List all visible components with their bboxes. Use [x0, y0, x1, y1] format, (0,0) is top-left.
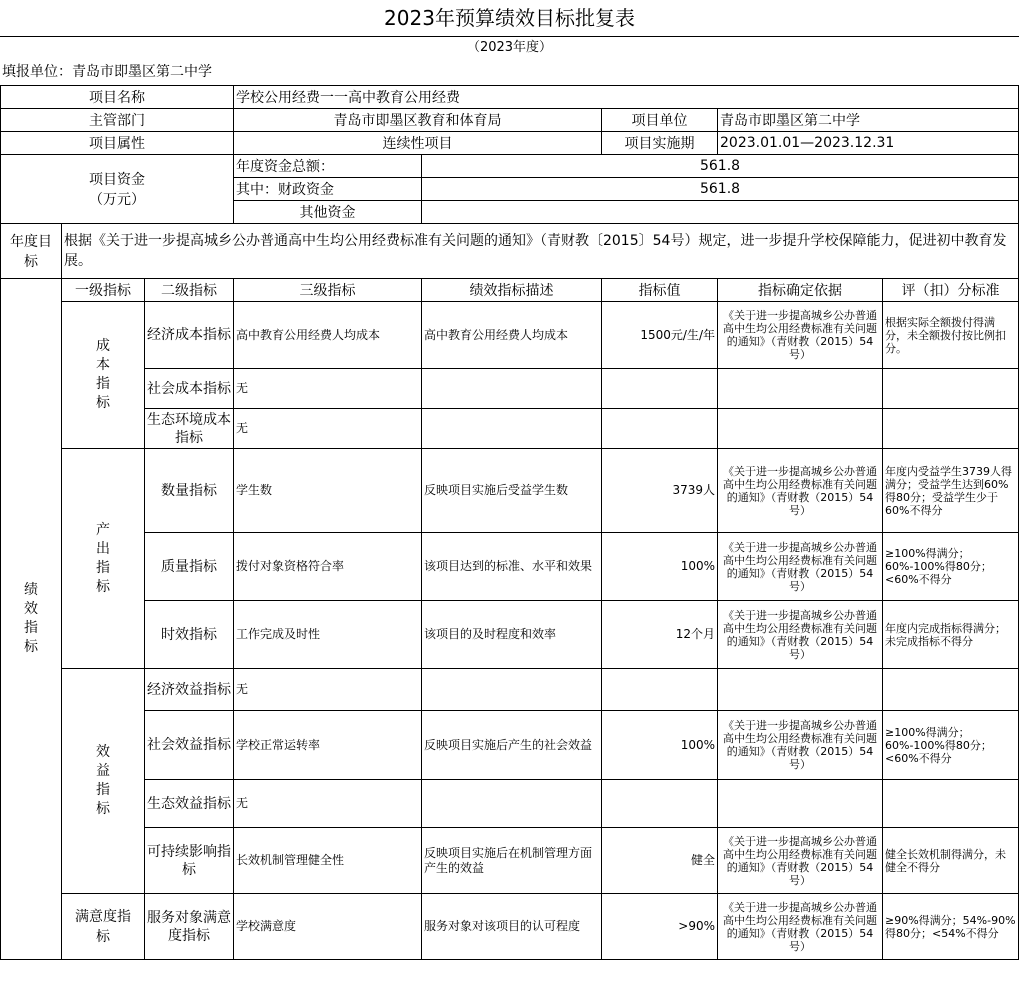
- indicator-row: [1, 894, 1019, 960]
- fund-label: [1, 155, 234, 224]
- goal-label-line2: 标: [24, 254, 38, 270]
- level2-indicator: 经济成本指标: [145, 302, 234, 369]
- level1-char: 标: [96, 801, 110, 817]
- page-title: 2023年预算绩效目标批复表: [0, 0, 1019, 37]
- indicator-basis: 《关于进一步提高城乡公办普通高中生均公用经费标准有关问题的通知》（青财教（2015）54号）: [718, 894, 883, 960]
- fund-fiscal-label: 其中：财政资金: [234, 178, 422, 201]
- scoring-standard: 健全长效机制得满分，未健全不得分: [883, 828, 1019, 894]
- level1-char: 本: [96, 357, 110, 373]
- fund-label-line2: （万元）: [89, 192, 145, 208]
- level2-indicator: 社会效益指标: [145, 711, 234, 780]
- level1-indicator: [62, 669, 145, 894]
- header-cell: 绩效指标描述: [422, 279, 602, 302]
- indicator-basis: [718, 409, 883, 449]
- level3-indicator: 学校正常运转率: [234, 711, 422, 780]
- level1-char: 标: [96, 928, 110, 945]
- fund-other-label: 其他资金: [234, 201, 422, 224]
- attr-label: 项目属性: [1, 132, 234, 155]
- fund-fiscal-value: 561.8: [422, 178, 1019, 201]
- scoring-standard: [883, 409, 1019, 449]
- project-name: 学校公用经费一一高中教育公用经费: [234, 86, 1019, 109]
- indicator-description: 服务对象对该项目的认可程度: [422, 894, 602, 960]
- level3-indicator: 学校满意度: [234, 894, 422, 960]
- indicator-value: 1500元/生/年: [602, 302, 718, 369]
- indicator-basis: [718, 780, 883, 828]
- indicator-row: [1, 780, 1019, 828]
- level2-indicator: 生态环境成本指标: [145, 409, 234, 449]
- indicator-description: 反映项目实施后产生的社会效益: [422, 711, 602, 780]
- indicator-row: [1, 369, 1019, 409]
- perf-label-char: 绩: [24, 582, 38, 598]
- level2-indicator: 服务对象满意度指标: [145, 894, 234, 960]
- level1-char: 标: [96, 578, 110, 595]
- header-cell: 评（扣）分标准: [883, 279, 1019, 302]
- goal-text: 根据《关于进一步提高城乡公办普通高中生均公用经费标准有关问题的通知》（青财教〔2015〕54号）规定，进一步提升学校保障能力，促进初中教育发展。: [62, 224, 1019, 279]
- level2-indicator: 可持续影响指标: [145, 828, 234, 894]
- level1-char: 出: [96, 540, 110, 557]
- indicator-value: 100%: [602, 533, 718, 601]
- indicator-description: 反映项目实施后受益学生数: [422, 449, 602, 533]
- scoring-standard: 年度内完成指标得满分；未完成指标不得分: [883, 601, 1019, 669]
- page-subtitle: （2023年度）: [466, 40, 553, 55]
- header-cell: 指标值: [602, 279, 718, 302]
- dept-label: 主管部门: [1, 109, 234, 132]
- indicator-description: 反映项目实施后在机制管理方面产生的效益: [422, 828, 602, 894]
- header-cell: 指标确定依据: [718, 279, 883, 302]
- level3-indicator: 无: [234, 669, 422, 711]
- level1-char: 指: [96, 376, 110, 392]
- indicator-basis: [718, 669, 883, 711]
- fund-total-value: 561.8: [422, 155, 1019, 178]
- indicator-value: 3739人: [602, 449, 718, 533]
- scoring-standard: [883, 669, 1019, 711]
- level1-char: 指: [96, 782, 110, 798]
- indicator-basis: 《关于进一步提高城乡公办普通高中生均公用经费标准有关问题的通知》（青财教（2015）54号）: [718, 533, 883, 601]
- goal-label-line1: 年度目: [10, 234, 52, 250]
- level3-indicator: 无: [234, 369, 422, 409]
- indicator-basis: 《关于进一步提高城乡公办普通高中生均公用经费标准有关问题的通知》（青财教（2015）54号）: [718, 449, 883, 533]
- level3-indicator: 学生数: [234, 449, 422, 533]
- perf-indicator-label: [1, 279, 62, 960]
- level2-indicator: 时效指标: [145, 601, 234, 669]
- period-value: 2023.01.01—2023.12.31: [718, 132, 1019, 155]
- level1-char: 益: [96, 763, 110, 779]
- project-unit-label: 项目单位: [602, 109, 718, 132]
- indicator-value: [602, 409, 718, 449]
- project-name-label: 项目名称: [1, 86, 234, 109]
- level3-indicator: 拨付对象资格符合率: [234, 533, 422, 601]
- level1-char: 标: [96, 395, 110, 411]
- indicator-value: >90%: [602, 894, 718, 960]
- goal-label: [1, 224, 62, 279]
- level2-indicator: 社会成本指标: [145, 369, 234, 409]
- header-cell: 一级指标: [62, 279, 145, 302]
- indicator-basis: [718, 369, 883, 409]
- indicator-row: [1, 533, 1019, 601]
- scoring-standard: ≥100%得满分；60%-100%得80分；<60%不得分: [883, 533, 1019, 601]
- indicator-row: [1, 449, 1019, 533]
- perf-label-char: 效: [24, 601, 38, 617]
- scoring-standard: 年度内受益学生3739人得满分；受益学生达到60%得80分；受益学生少于60%不得分: [883, 449, 1019, 533]
- level2-indicator: 生态效益指标: [145, 780, 234, 828]
- fund-total-label: 年度资金总额：: [234, 155, 422, 178]
- indicator-value: [602, 669, 718, 711]
- indicator-row: [1, 669, 1019, 711]
- scoring-standard: [883, 369, 1019, 409]
- indicator-description: 该项目的及时程度和效率: [422, 601, 602, 669]
- perf-label-char: 标: [24, 639, 38, 655]
- level3-indicator: 无: [234, 409, 422, 449]
- level1-char: 满意度指: [75, 908, 131, 925]
- perf-label-char: 指: [24, 620, 38, 636]
- indicator-row: [1, 601, 1019, 669]
- indicator-description: [422, 669, 602, 711]
- level1-indicator: [62, 302, 145, 449]
- approval-table: [0, 85, 1019, 960]
- scoring-standard: ≥100%得满分；60%-100%得80分；<60%不得分: [883, 711, 1019, 780]
- indicator-value: [602, 369, 718, 409]
- indicator-row: [1, 711, 1019, 780]
- period-label: 项目实施期: [602, 132, 718, 155]
- header-cell: 二级指标: [145, 279, 234, 302]
- indicator-row: [1, 409, 1019, 449]
- level2-indicator: 数量指标: [145, 449, 234, 533]
- level2-indicator: 经济效益指标: [145, 669, 234, 711]
- level3-indicator: 高中教育公用经费人均成本: [234, 302, 422, 369]
- indicator-row: [1, 828, 1019, 894]
- attr-value: 连续性项目: [234, 132, 602, 155]
- project-unit-value: 青岛市即墨区第二中学: [718, 109, 1019, 132]
- fund-other-value: [422, 201, 1019, 224]
- level3-indicator: 长效机制管理健全性: [234, 828, 422, 894]
- indicator-basis: 《关于进一步提高城乡公办普通高中生均公用经费标准有关问题的通知》（青财教（2015）54号）: [718, 711, 883, 780]
- fund-label-line1: 项目资金: [89, 172, 145, 188]
- indicator-row: [1, 302, 1019, 369]
- indicator-basis: 《关于进一步提高城乡公办普通高中生均公用经费标准有关问题的通知》（青财教（2015）54号）: [718, 302, 883, 369]
- indicator-value: 健全: [602, 828, 718, 894]
- indicator-basis: 《关于进一步提高城乡公办普通高中生均公用经费标准有关问题的通知》（青财教（2015）54号）: [718, 828, 883, 894]
- scoring-standard: ≥90%得满分；54%-90%得80分；<54%不得分: [883, 894, 1019, 960]
- level1-indicator: [62, 894, 145, 960]
- level1-char: 效: [96, 744, 110, 760]
- indicator-value: [602, 780, 718, 828]
- header-cell: 三级指标: [234, 279, 422, 302]
- indicator-value: 12个月: [602, 601, 718, 669]
- level3-indicator: 工作完成及时性: [234, 601, 422, 669]
- indicator-description: 该项目达到的标准、水平和效果: [422, 533, 602, 601]
- fill-unit: 填报单位：青岛市即墨区第二中学: [2, 64, 212, 80]
- level1-char: 产: [96, 521, 110, 538]
- indicator-description: [422, 780, 602, 828]
- level1-char: 指: [96, 559, 110, 576]
- indicator-basis: 《关于进一步提高城乡公办普通高中生均公用经费标准有关问题的通知》（青财教（2015）54号）: [718, 601, 883, 669]
- dept-value: 青岛市即墨区教育和体育局: [234, 109, 602, 132]
- level1-char: 成: [96, 338, 110, 354]
- scoring-standard: 根据实际全额拨付得满分，未全额拨付按比例扣分。: [883, 302, 1019, 369]
- indicator-description: 高中教育公用经费人均成本: [422, 302, 602, 369]
- level3-indicator: 无: [234, 780, 422, 828]
- indicator-description: [422, 369, 602, 409]
- level1-indicator: [62, 449, 145, 669]
- scoring-standard: [883, 780, 1019, 828]
- indicator-description: [422, 409, 602, 449]
- level2-indicator: 质量指标: [145, 533, 234, 601]
- indicator-value: 100%: [602, 711, 718, 780]
